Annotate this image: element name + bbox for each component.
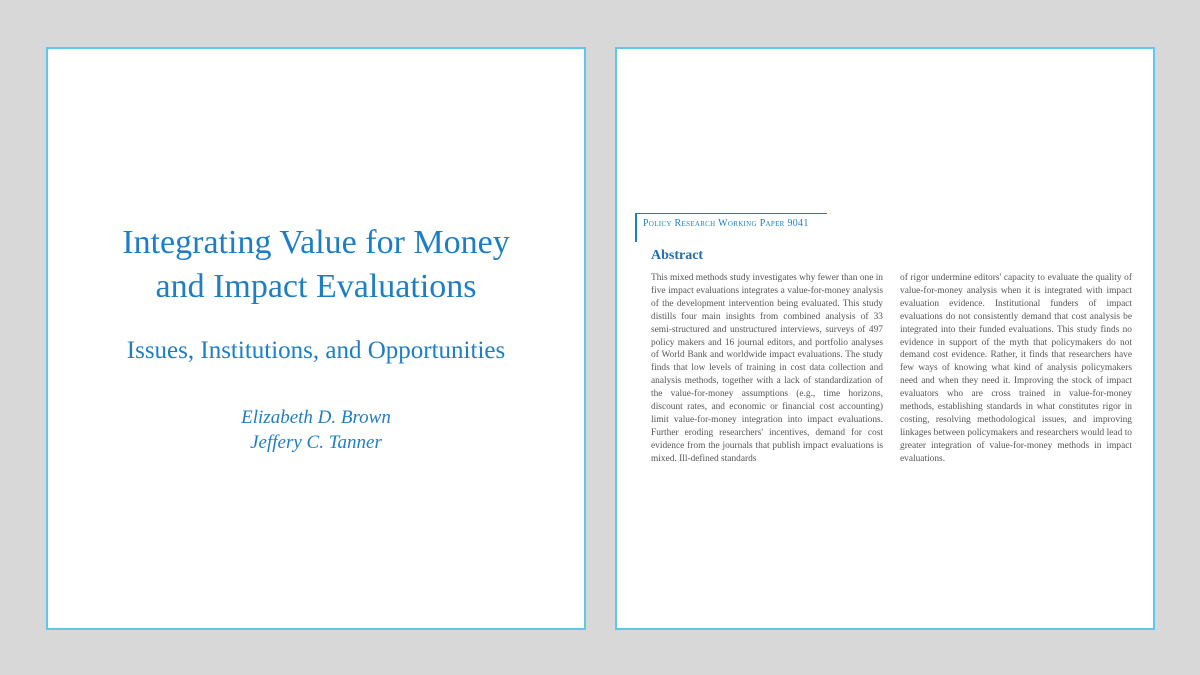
abstract-page xyxy=(615,47,1155,630)
series-top-rule xyxy=(635,213,827,214)
cover-authors xyxy=(48,405,584,455)
cover-title-line-2: and Impact Evaluations xyxy=(155,268,477,305)
cover-title-line-1: Integrating Value for Money xyxy=(122,224,510,261)
series-side-bar xyxy=(635,213,637,242)
abstract-heading: Abstract xyxy=(651,248,704,263)
author-2: Jeffery C. Tanner xyxy=(250,432,382,453)
author-1: Elizabeth D. Brown xyxy=(241,407,391,428)
cover-subtitle: Issues, Institutions, and Opportunities xyxy=(126,337,506,364)
abstract-column-2: of rigor undermine editors' capacity to evaluate the quality of value-for-money analysis when it is integrated with impact evaluation evidence. Institutional funders of impact evaluations do not consistently demand that cost analysis be integrated into their funded evaluations. This study finds no evidence in support of the myth that policymakers do not demand cost evidence. Rather, it finds that researchers have few ways of knowing what kind of analysis policymakers need and when they need it. Improving the stock of impact evaluators who are cross trained in value-for-money methods, establishing standards in what constitutes rigor in costing, resolving methodological issues, and improving linkages between policymakers and researchers would lead to greater integration of value-for-money methods in impact evaluations. xyxy=(900,273,1132,464)
abstract-column-1: This mixed methods study investigates why fewer than one in five impact evaluations integrates a value-for-money analysis of the development intervention being evaluated. This study distills four main insights from combined analysis of 33 semi-structured and unstructured interviews, surveys of 497 policy makers and 16 journal editors, and portfolio analyses of World Bank and worldwide impact evaluations. The study finds that low levels of training in cost data collection and analysis methods, together with a lack of standardization of the value-for-money assumptions (e.g., time horizons, discount rates, and economic or financial cost accounting) limit value-for-money integration into impact evaluations. Further eroding researchers' incentives, demand for cost evidence from the journals that publish impact evaluations is mixed. Ill-defined standards xyxy=(651,273,883,464)
cover-title xyxy=(48,221,584,309)
cover-page xyxy=(46,47,586,630)
series-label: Policy Research Working Paper 9041 xyxy=(643,218,809,229)
